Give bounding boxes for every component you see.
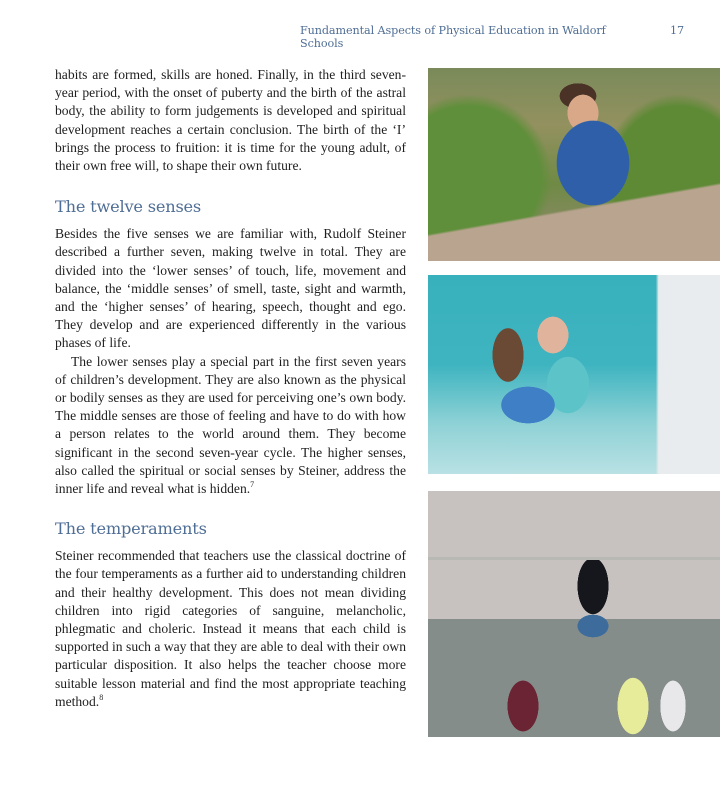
page-number: 17 [669,24,684,37]
section-heading-temperaments: The temperaments [55,519,207,539]
intro-paragraph: habits are formed, skills are honed. Finally, in the third seven-year period, with the onset of puberty and the birth of the astral body, the ability to form judgements is developed and spiritual development reaches a certain conclusion. The birth of the ‘I’ brings the process to fruition: it is time for the young adult, of their own free will, to shape their own future. [55,67,406,174]
running-head [300,24,684,50]
paragraph-text: The lower senses play a special part in the first seven years of children’s development. They are also known as the physical or bodily senses as they are used for perceiving one’s own body. The middle senses are those of feeling and have to do with how a person relates to the world around them. They become significant in the second seven-year cycle. The higher senses, also called the spiritual or social senses by Steiner, address the inner life and reveal what is hidden. [55,353,406,497]
photo-boy-on-log [428,68,720,261]
paragraph [55,547,406,711]
photo-swimming-pool [428,275,720,474]
paragraph [55,353,406,499]
running-title: Fundamental Aspects of Physical Education in Waldorf Schools [300,24,606,50]
photo-gym-bar [428,491,720,737]
paragraph-text: Steiner recommended that teachers use the classical doctrine of the four temperaments as a further aid to understanding children and their healthy development. This does not mean dividing children into rigid categories of sanguine, melancholic, phlegmatic and choleric. Instead it means that each child is supported in such a way that they are able to deal with their own particular disposition. It also helps the teacher choose more suitable lesson material and find the most appropriate teaching method. [55,548,406,709]
text-column [55,66,406,711]
footnote-ref[interactable]: 8 [99,692,104,702]
paragraph: Besides the five senses we are familiar with, Rudolf Steiner described a further seven, making twelve in total. They are divided into the ‘lower senses’ of touch, life, movement and balance, the ‘middle senses’ of smell, taste, sight and warmth, and the ‘higher senses’ of hearing, speech, thought and ego. They develop and are experienced differently in the various phases of life. [55,226,406,351]
section-heading-twelve-senses: The twelve senses [55,197,202,217]
horizontal-bar [428,557,720,560]
footnote-ref[interactable]: 7 [250,480,255,490]
